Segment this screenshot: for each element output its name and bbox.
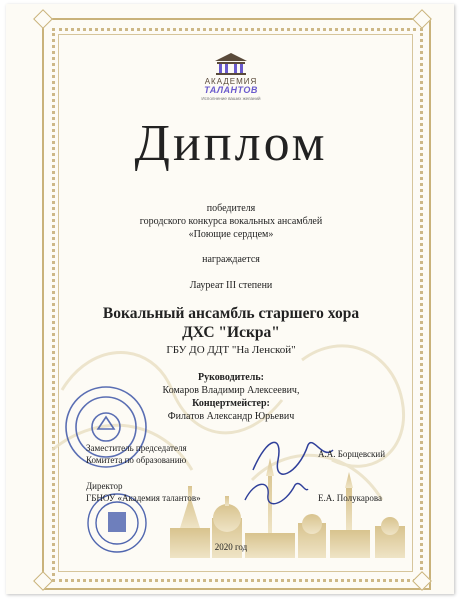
first-signer-title-1: Заместитель председателя [86,443,187,453]
logo-line1: АКАДЕМИЯ [204,77,258,86]
building-icon [211,52,251,76]
logo-line2: ТАЛАНТОВ [204,85,258,95]
award-line1: победителя [206,203,256,214]
recipient-institution: ГБУ ДО ДДТ "На Ленской" [166,344,296,356]
awarded-label: награждается [202,254,260,265]
first-signer-name: А.А. Борщевский [318,449,386,459]
diploma-year: 2020 год [214,542,248,552]
diploma-title: Диплом [134,115,328,172]
second-signer-title-2: ГБНОУ «Академия талантов» [86,493,201,503]
recipient-line1: Вокальный ансамбль старшего хора [102,305,360,322]
leader-label: Руководитель: [198,372,264,383]
first-signer-title-2: Комитета по образованию [86,455,187,465]
logo-tagline: Исполнение ваших желаний [201,96,261,101]
accompanist-label: Концертмейстер: [192,398,270,409]
second-signer-name: Е.А. Полукарова [318,493,382,503]
leader-name: Комаров Владимир Алексеевич, [162,385,300,396]
academy-logo [186,52,276,101]
award-line3: «Поющие сердцем» [188,229,274,240]
recipient-line2: ДХС "Искра" [182,324,280,341]
accompanist-name: Филатов Александр Юрьевич [167,411,295,422]
award-line2: городского конкурса вокальных ансамблей [139,216,323,227]
second-signer-title-1: Директор [86,481,123,491]
signature-polukarova [240,475,310,510]
award-place: Лауреат III степени [189,280,273,291]
